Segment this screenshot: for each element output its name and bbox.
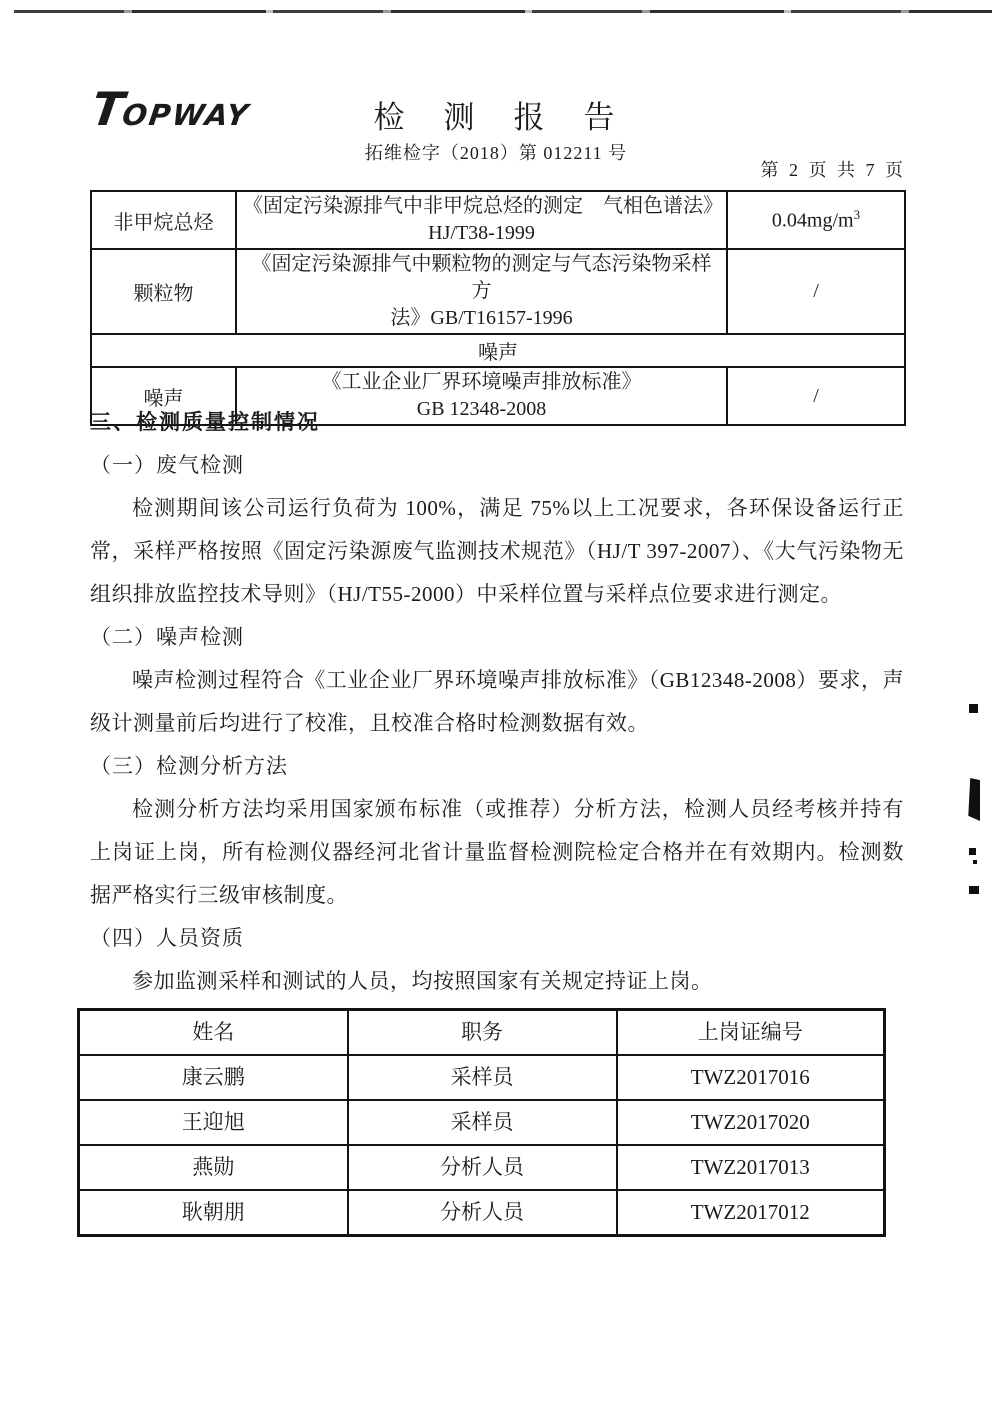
paragraph: 参加监测采样和测试的人员，均按照国家有关规定持证上岗。 bbox=[132, 969, 713, 993]
scan-artifact bbox=[969, 704, 978, 713]
cert-cell: TWZ2017020 bbox=[617, 1100, 885, 1145]
subsection-title-noise: （二）噪声检测 bbox=[90, 625, 244, 649]
subsection-title-personnel: （四）人员资质 bbox=[90, 926, 244, 950]
role-cell: 采样员 bbox=[348, 1055, 617, 1100]
cert-cell: TWZ2017016 bbox=[617, 1055, 885, 1100]
item-cell: 颗粒物 bbox=[91, 249, 236, 334]
quality-control-section bbox=[90, 401, 904, 1237]
table-row bbox=[91, 191, 905, 249]
topway-logo: TOPWAY bbox=[88, 82, 252, 136]
table-row bbox=[79, 1100, 885, 1145]
method-line: 法》GB/T16157-1996 bbox=[390, 307, 573, 329]
method-line: 《工业企业厂界环境噪声排放标准》 bbox=[321, 371, 642, 393]
table-row bbox=[91, 249, 905, 334]
item-cell: 噪声 bbox=[91, 367, 236, 425]
role-cell: 采样员 bbox=[348, 1100, 617, 1145]
result-cell: / bbox=[727, 249, 905, 334]
cert-cell: TWZ2017012 bbox=[617, 1190, 885, 1236]
paragraph: 噪声检测过程符合《工业企业厂界环境噪声排放标准》（GB12348-2008）要求，声级计测量前后均进行了校准，且校准合格时检测数据有效。 bbox=[90, 668, 904, 735]
item-cell: 非甲烷总烃 bbox=[91, 191, 236, 249]
method-line: GB 12348-2008 bbox=[416, 398, 547, 420]
method-line: 《固定污染源排气中非甲烷总烃的测定 气相色谱法》 bbox=[243, 195, 723, 217]
cert-cell: TWZ2017013 bbox=[617, 1145, 885, 1190]
subsection-title-analysis-methods: （三）检测分析方法 bbox=[90, 754, 288, 778]
section-heading: 三、检测质量控制情况 bbox=[90, 411, 320, 434]
section-label-cell: 噪声 bbox=[91, 334, 905, 367]
header-name: 姓名 bbox=[79, 1010, 348, 1056]
scan-artifact bbox=[967, 778, 980, 821]
table-section-row bbox=[91, 334, 905, 367]
name-cell: 耿朝朋 bbox=[79, 1190, 348, 1236]
page-indicator: 第 2 页 共 7 页 bbox=[760, 160, 906, 180]
method-cell bbox=[236, 191, 727, 249]
role-cell: 分析人员 bbox=[348, 1190, 617, 1236]
methods-table bbox=[90, 190, 906, 426]
scan-artifact bbox=[969, 886, 979, 894]
table-row bbox=[79, 1055, 885, 1100]
header-cert: 上岗证编号 bbox=[617, 1010, 885, 1056]
report-number: 拓维检字（2018）第 012211 号 bbox=[364, 143, 628, 163]
method-line: 《固定污染源排气中颗粒物的测定与气态污染物采样方 bbox=[251, 253, 712, 302]
superscript: 3 bbox=[853, 207, 861, 223]
table-row bbox=[79, 1145, 885, 1190]
name-cell: 燕勋 bbox=[79, 1145, 348, 1190]
report-title: 检 测 报 告 bbox=[373, 100, 619, 135]
subsection-title-waste-gas: （一）废气检测 bbox=[90, 453, 244, 477]
result-cell: / bbox=[727, 367, 905, 425]
role-cell: 分析人员 bbox=[348, 1145, 617, 1190]
name-cell: 王迎旭 bbox=[79, 1100, 348, 1145]
method-cell bbox=[236, 249, 727, 334]
personnel-table bbox=[77, 1008, 886, 1237]
paragraph: 检测分析方法均采用国家颁布标准（或推荐）分析方法，检测人员经考核并持有上岗证上岗，所有检测仪器经河北省计量监督检测院检定合格并在有效期内。检测数据严格实行三级审核制度。 bbox=[90, 797, 904, 907]
scan-artifact bbox=[969, 848, 976, 855]
table-row bbox=[79, 1190, 885, 1236]
scan-artifact bbox=[973, 860, 977, 864]
method-line: HJ/T38-1999 bbox=[428, 222, 535, 244]
name-cell: 康云鹏 bbox=[79, 1055, 348, 1100]
header-role: 职务 bbox=[348, 1010, 617, 1056]
paragraph: 检测期间该公司运行负荷为 100%，满足 75%以上工况要求，各环保设备运行正常，采样严格按照《固定污染源废气监测技术规范》（HJ/T 397-2007）、《大气污染物无组织排放监控技术导则》（HJ/T55-2000）中采样位置与采样点位要求进行测定。 bbox=[90, 496, 904, 606]
scan-artifact-topline bbox=[14, 10, 992, 13]
result-cell: $0.04mg/m^3$ bbox=[727, 191, 905, 249]
table-header-row bbox=[79, 1010, 885, 1056]
